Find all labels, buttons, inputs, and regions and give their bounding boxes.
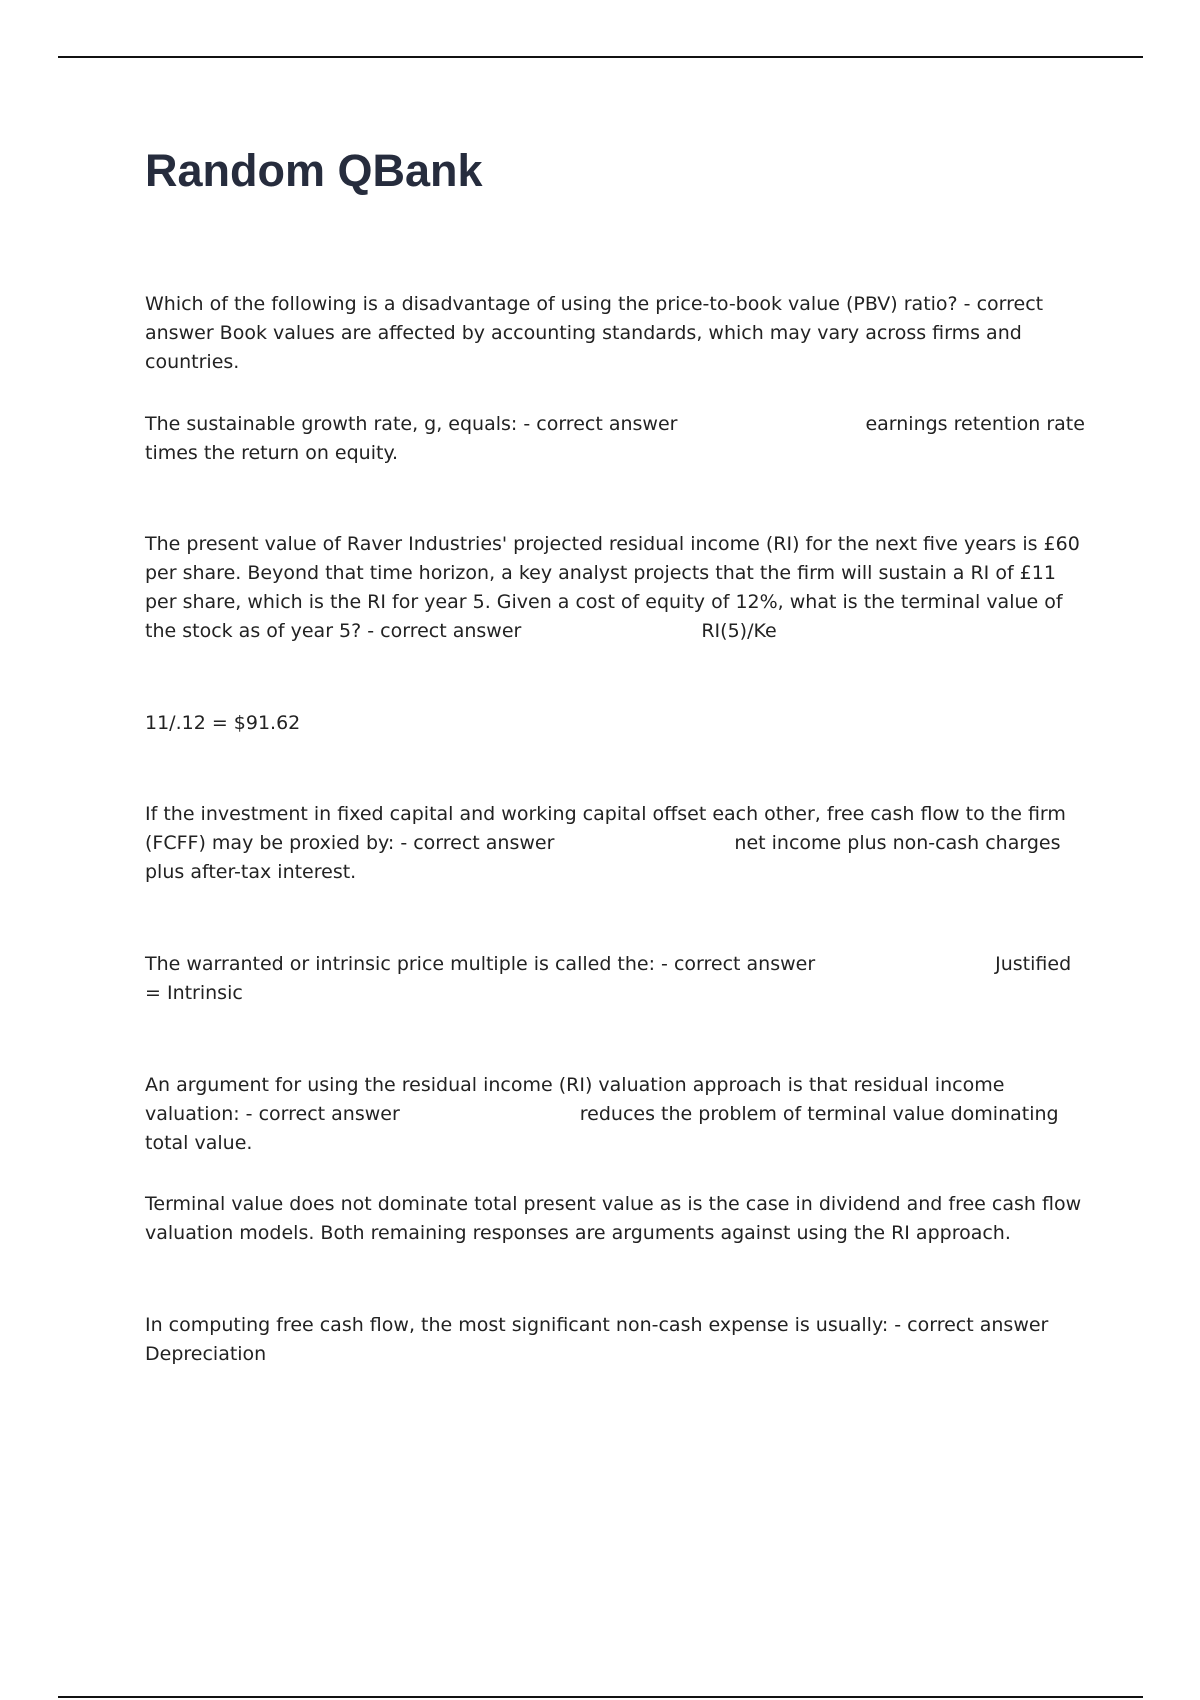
qa-question: If the investment in fixed capital and working capital offset each other, free cash flow to the firm (FCFF) may be proxied by: - correct answer [145, 803, 1066, 854]
qa-answer: earnings retention rate times the return on equity. [145, 413, 1085, 464]
qa-item-3 [145, 530, 1090, 646]
qa-question: The sustainable growth rate, g, equals: - correct answer [145, 413, 678, 435]
qa-item-1: Which of the following is a disadvantage of using the price-to-book value (PBV) ratio? - correct answer Book values are affected by accounting standards, which may vary across firms and countries. [145, 293, 1044, 373]
qa-question: An argument for using the residual income (RI) valuation approach is that residual income valuation: - correct answer [145, 1074, 1005, 1125]
document-title: Random QBank [145, 145, 483, 196]
qa-question: The present value of Raver Industries' projected residual income (RI) for the next five years is £60 per share. Beyond that time horizon, a key analyst projects that the firm will sustain a RI of £11 per share, which is the RI for year 5. Given a cost of equity of 12%, what is the terminal value of the stock as of year 5? - correct answer [145, 533, 1080, 642]
qa-item-2 [145, 410, 1090, 468]
qa-item-6 [145, 950, 1090, 1008]
qa-item-7 [145, 1071, 1090, 1158]
qa-answer: Justified = Intrinsic [145, 953, 1072, 1004]
bottom-rule [58, 1696, 1143, 1698]
qa-answer: net income plus non-cash charges plus after-tax interest. [145, 832, 1061, 883]
qa-item-9: In computing free cash flow, the most significant non-cash expense is usually: - correct answer Depreciation [145, 1314, 1049, 1365]
qa-question: The warranted or intrinsic price multiple is called the: - correct answer [145, 953, 816, 975]
qa-answer: reduces the problem of terminal value dominating total value. [145, 1103, 1059, 1154]
qa-answer: RI(5)/Ke [701, 620, 777, 642]
qa-item-5 [145, 800, 1090, 887]
qa-item-8: Terminal value does not dominate total present value as is the case in dividend and free cash flow valuation models. Both remaining responses are arguments against using the RI approach. [145, 1193, 1082, 1244]
top-rule [58, 56, 1143, 58]
qa-item-4: 11/.12 = $91.62 [145, 712, 301, 734]
